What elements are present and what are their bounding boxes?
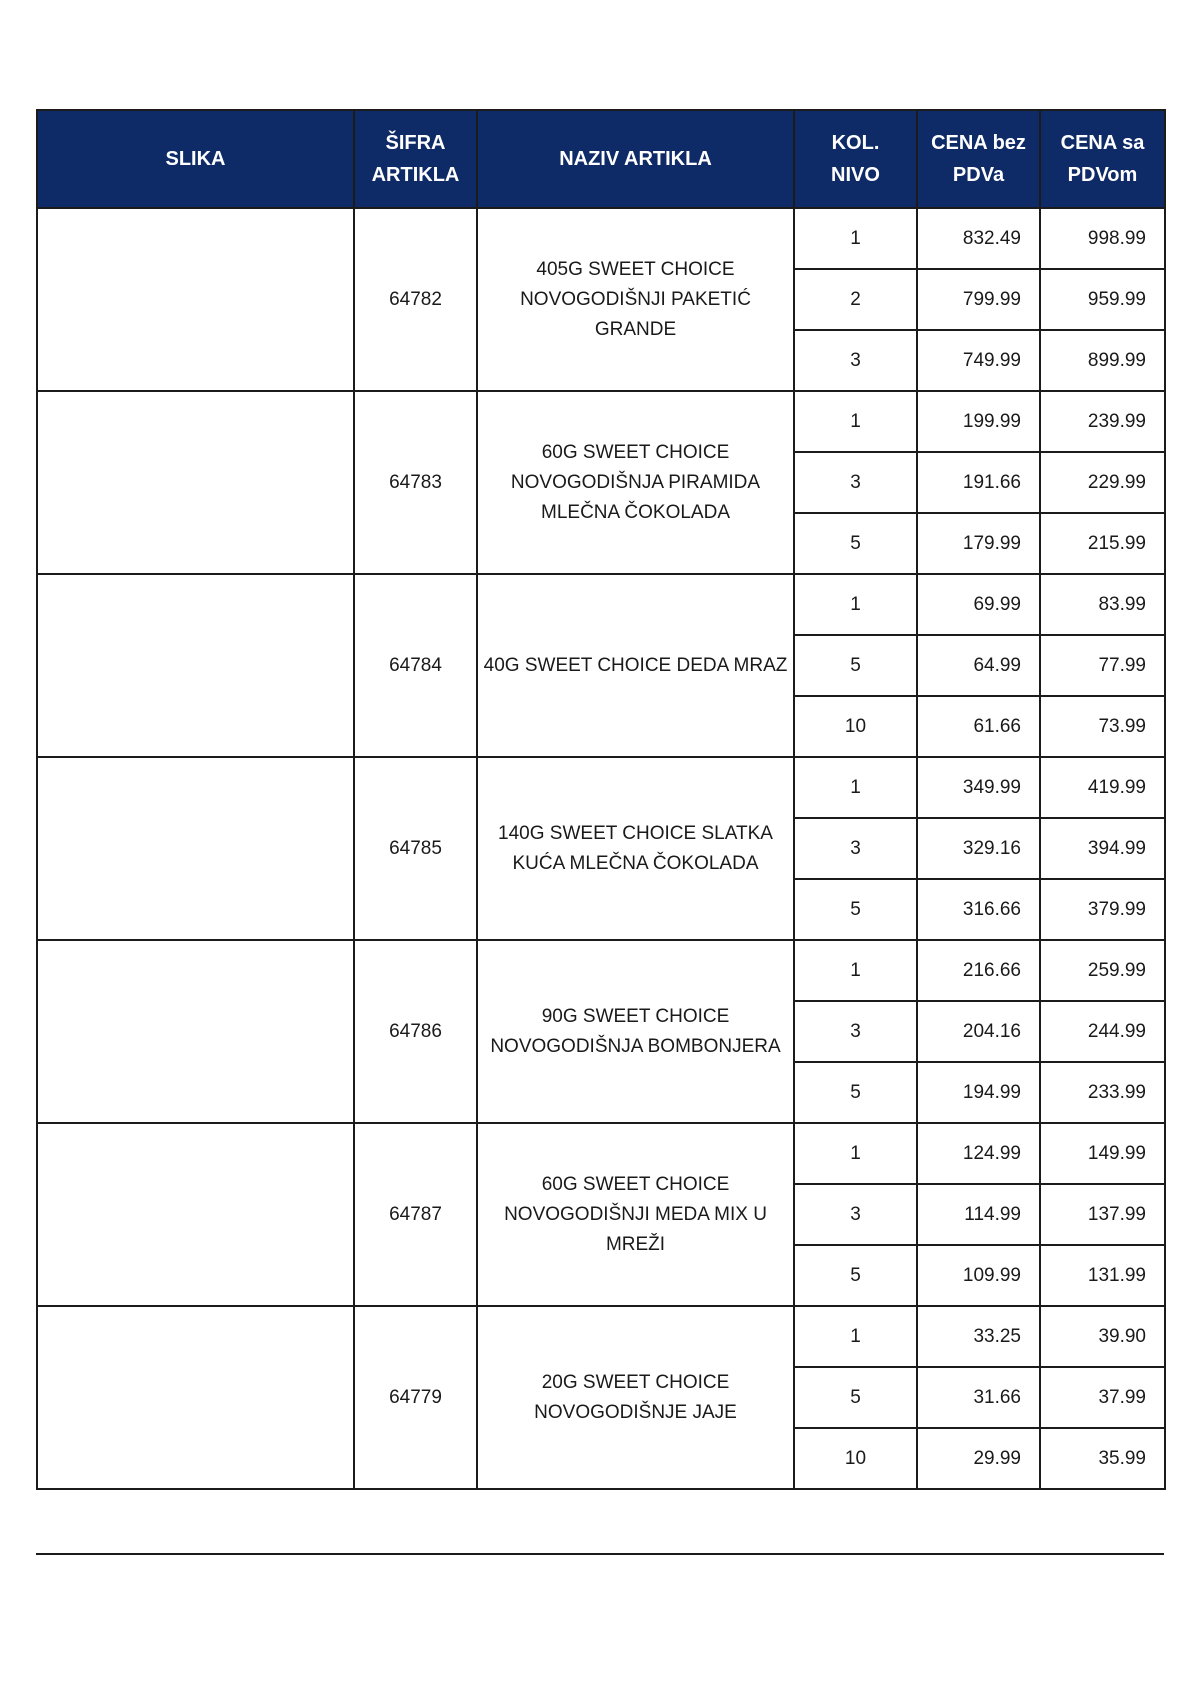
qty-level: 1	[794, 757, 917, 818]
product-name-line: 40G SWEET CHOICE DEDA MRAZ	[483, 654, 788, 676]
table-row	[37, 1123, 1165, 1184]
product-name-line: NOVOGODIŠNJI MEDA MIX U	[504, 1203, 767, 1225]
price-net: 832.49	[917, 208, 1040, 269]
table-body	[37, 208, 1165, 1489]
qty-level: 10	[794, 696, 917, 757]
product-name	[477, 1306, 794, 1489]
product-name-line: MLEČNA ČOKOLADA	[541, 501, 730, 523]
price-gross: 244.99	[1040, 1001, 1165, 1062]
product-name-line: 90G SWEET CHOICE	[541, 1005, 730, 1027]
qty-level: 1	[794, 1123, 917, 1184]
qty-level: 3	[794, 1001, 917, 1062]
qty-level: 2	[794, 269, 917, 330]
price-gross: 137.99	[1040, 1184, 1165, 1245]
price-net: 194.99	[917, 1062, 1040, 1123]
product-code: 64784	[354, 574, 477, 757]
qty-level: 1	[794, 940, 917, 1001]
qty-level: 5	[794, 1367, 917, 1428]
qty-level: 5	[794, 1245, 917, 1306]
price-gross: 239.99	[1040, 391, 1165, 452]
table-row	[37, 574, 1165, 635]
price-gross: 131.99	[1040, 1245, 1165, 1306]
price-net: 199.99	[917, 391, 1040, 452]
price-gross: 959.99	[1040, 269, 1165, 330]
price-gross: 35.99	[1040, 1428, 1165, 1489]
header-price-net: CENA bez PDVa	[917, 110, 1040, 208]
product-name-line: NOVOGODIŠNJA BOMBONJERA	[490, 1035, 781, 1057]
price-net: 799.99	[917, 269, 1040, 330]
qty-level: 1	[794, 208, 917, 269]
product-name	[477, 391, 794, 574]
price-gross: 229.99	[1040, 452, 1165, 513]
product-name	[477, 757, 794, 940]
price-gross: 39.90	[1040, 1306, 1165, 1367]
price-gross: 998.99	[1040, 208, 1165, 269]
price-net: 124.99	[917, 1123, 1040, 1184]
qty-level: 5	[794, 879, 917, 940]
product-image-cell	[37, 574, 354, 757]
price-gross: 259.99	[1040, 940, 1165, 1001]
header-row	[37, 110, 1165, 208]
price-net: 114.99	[917, 1184, 1040, 1245]
price-net: 64.99	[917, 635, 1040, 696]
price-gross: 37.99	[1040, 1367, 1165, 1428]
price-net: 349.99	[917, 757, 1040, 818]
price-net: 749.99	[917, 330, 1040, 391]
qty-level: 3	[794, 452, 917, 513]
product-code: 64786	[354, 940, 477, 1123]
qty-level: 1	[794, 391, 917, 452]
header-image: SLIKA	[37, 110, 354, 208]
price-net: 204.16	[917, 1001, 1040, 1062]
price-net: 316.66	[917, 879, 1040, 940]
product-name-line: 20G SWEET CHOICE	[541, 1371, 730, 1393]
qty-level: 3	[794, 1184, 917, 1245]
product-image-cell	[37, 757, 354, 940]
table-row	[37, 208, 1165, 269]
product-image-cell	[37, 208, 354, 391]
qty-level: 3	[794, 818, 917, 879]
product-name	[477, 940, 794, 1123]
price-gross: 379.99	[1040, 879, 1165, 940]
header-code: ŠIFRA ARTIKLA	[354, 110, 477, 208]
price-net: 109.99	[917, 1245, 1040, 1306]
product-code: 64787	[354, 1123, 477, 1306]
product-name-line: 140G SWEET CHOICE SLATKA	[498, 822, 773, 844]
qty-level: 5	[794, 1062, 917, 1123]
header-price-gross: CENA sa PDVom	[1040, 110, 1165, 208]
price-net: 31.66	[917, 1367, 1040, 1428]
qty-level: 10	[794, 1428, 917, 1489]
qty-level: 1	[794, 1306, 917, 1367]
qty-level: 5	[794, 635, 917, 696]
price-gross: 215.99	[1040, 513, 1165, 574]
price-gross: 77.99	[1040, 635, 1165, 696]
product-name	[477, 1123, 794, 1306]
price-gross: 899.99	[1040, 330, 1165, 391]
product-name	[477, 208, 794, 391]
product-name-line: 60G SWEET CHOICE	[541, 441, 730, 463]
product-name-line: NOVOGODIŠNJA PIRAMIDA	[510, 471, 761, 493]
product-code: 64785	[354, 757, 477, 940]
price-net: 329.16	[917, 818, 1040, 879]
product-image-cell	[37, 1306, 354, 1489]
price-gross: 233.99	[1040, 1062, 1165, 1123]
footer-divider	[36, 1553, 1164, 1555]
product-name-line: KUĆA MLEČNA ČOKOLADA	[512, 852, 759, 874]
price-table	[36, 109, 1166, 1490]
table-row	[37, 757, 1165, 818]
product-image-cell	[37, 1123, 354, 1306]
table-row	[37, 391, 1165, 452]
price-net: 179.99	[917, 513, 1040, 574]
product-name-line: NOVOGODIŠNJI PAKETIĆ GRANDE	[520, 288, 751, 340]
price-net: 61.66	[917, 696, 1040, 757]
price-net: 216.66	[917, 940, 1040, 1001]
price-net: 191.66	[917, 452, 1040, 513]
header-qty-level: KOL. NIVO	[794, 110, 917, 208]
price-gross: 149.99	[1040, 1123, 1165, 1184]
price-gross: 73.99	[1040, 696, 1165, 757]
product-code: 64779	[354, 1306, 477, 1489]
price-net: 33.25	[917, 1306, 1040, 1367]
product-image-cell	[37, 940, 354, 1123]
product-code: 64782	[354, 208, 477, 391]
qty-level: 1	[794, 574, 917, 635]
qty-level: 5	[794, 513, 917, 574]
product-image-cell	[37, 391, 354, 574]
price-net: 29.99	[917, 1428, 1040, 1489]
table-row	[37, 940, 1165, 1001]
product-name-line: MREŽI	[605, 1233, 666, 1255]
table-header	[37, 110, 1165, 208]
price-gross: 83.99	[1040, 574, 1165, 635]
product-name-line: NOVOGODIŠNJE JAJE	[534, 1401, 737, 1423]
header-name: NAZIV ARTIKLA	[477, 110, 794, 208]
price-net: 69.99	[917, 574, 1040, 635]
product-name	[477, 574, 794, 757]
product-code: 64783	[354, 391, 477, 574]
product-name-line: 60G SWEET CHOICE	[541, 1173, 730, 1195]
price-gross: 419.99	[1040, 757, 1165, 818]
qty-level: 3	[794, 330, 917, 391]
price-gross: 394.99	[1040, 818, 1165, 879]
table-row	[37, 1306, 1165, 1367]
product-name-line: 405G SWEET CHOICE	[536, 258, 735, 280]
